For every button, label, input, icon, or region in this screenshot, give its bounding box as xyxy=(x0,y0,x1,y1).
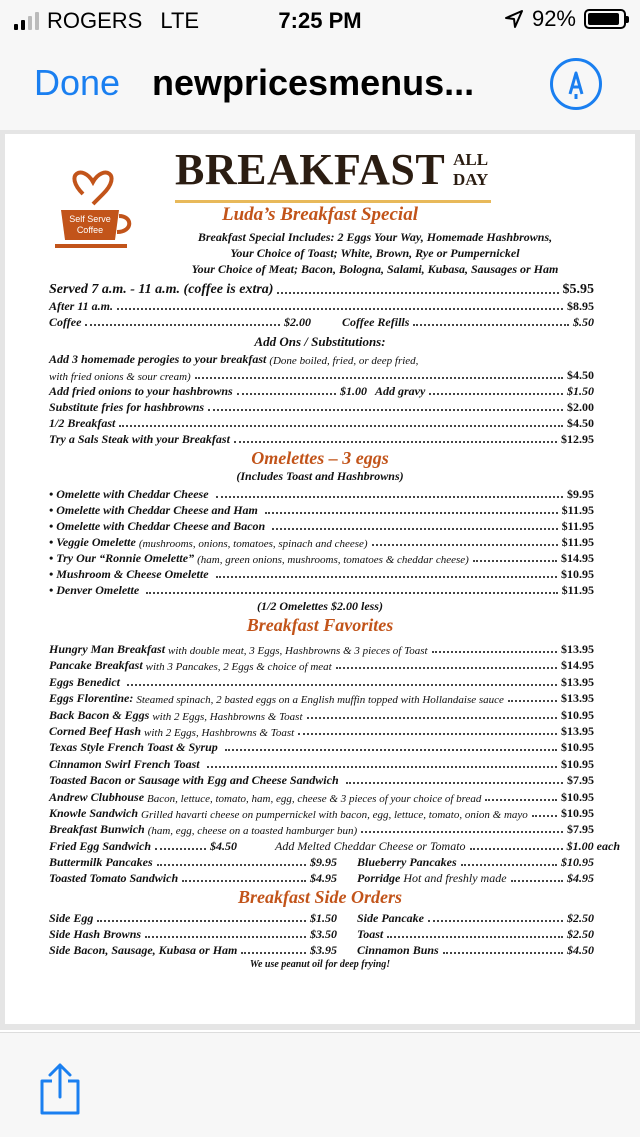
favorites-desc: Bacon, lettuce, tomato, ham, egg, cheese & 3 pieces of your choice of bread xyxy=(147,792,482,805)
side-label: Toast xyxy=(357,927,384,941)
markup-button[interactable] xyxy=(550,58,602,110)
favorites-label: Andrew Clubhouse xyxy=(49,789,145,804)
menu-title-side-1: ALL xyxy=(453,150,489,169)
favorites-label: Cinnamon Swirl French Toast xyxy=(49,756,200,771)
omelettes-desc: (mushrooms, onions, tomatoes, spinach and cheese) xyxy=(138,538,368,550)
favorites-desc: with 3 Pancakes, 2 Eggs & choice of meat xyxy=(145,661,332,674)
favorites-desc: with 2 Eggs, Hashbrowns & Toast xyxy=(144,727,295,739)
menu-line-served xyxy=(49,282,594,298)
menu-line-coffee xyxy=(49,314,594,330)
favorites-title: Breakfast Favorites xyxy=(246,615,394,635)
favorites-desc: with 2 Eggs, Hashbrowns & Toast xyxy=(152,710,303,723)
addon-onions xyxy=(49,383,594,399)
omelettes-price: $11.95 xyxy=(561,503,594,517)
addon-price: $2.00 xyxy=(567,400,594,414)
favorites-row xyxy=(49,821,594,837)
blueberry-price: $10.95 xyxy=(561,855,594,869)
favorites-desc: Grilled havarti cheese on pumpernickel with bacon, egg, lettuce, tomato, onion & mayo xyxy=(141,809,528,821)
addon-price: $1.50 xyxy=(567,384,594,398)
side-row xyxy=(49,926,594,942)
side-price: $3.95 xyxy=(310,943,337,957)
addon-price: $4.50 xyxy=(567,416,594,430)
special-desc-1: Breakfast Special Includes: 2 Eggs Your Way, Homemade Hashbrowns, xyxy=(197,230,553,244)
footnote: We use peanut oil for deep frying! xyxy=(249,959,391,970)
favorites-price: $14.95 xyxy=(561,658,594,673)
favorites-desc: Steamed spinach, 2 basted eggs on a English muffin topped with Hollandaise sauce xyxy=(136,694,504,707)
omelettes-row xyxy=(49,582,594,598)
favorites-row xyxy=(49,641,594,657)
omelettes-row xyxy=(49,550,594,566)
favorites-price: $10.95 xyxy=(561,806,594,820)
cheddar-label: Add Melted Cheddar Cheese or Tomato xyxy=(275,839,466,853)
served-label: Served 7 a.m. - 11 a.m. (coffee is extra) xyxy=(49,282,274,297)
addon-desc: (Done boiled, fried, or deep fried, xyxy=(269,355,419,367)
logo-text-2: Coffee xyxy=(76,225,104,235)
battery-percent: 92% xyxy=(531,6,576,31)
markup-pen-icon xyxy=(553,61,599,107)
blueberry-label: Blueberry Pancakes xyxy=(357,855,457,869)
omelettes-label: • Omelette with Cheddar Cheese and Bacon xyxy=(49,519,266,533)
menu-title-side-2: DAY xyxy=(453,170,489,189)
omelettes-label: • Omelette with Cheddar Cheese xyxy=(49,487,209,501)
side-label: Side Hash Browns xyxy=(49,927,142,941)
menu-title: BREAKFAST xyxy=(175,145,446,194)
document-page xyxy=(5,134,635,1024)
favorites-label: Texas Style French Toast & Syrup xyxy=(49,740,218,755)
favorites-price: $13.95 xyxy=(561,674,594,689)
favorites-label: Toasted Bacon or Sausage with Egg and Cheese Sandwich xyxy=(49,773,339,788)
location-arrow-icon xyxy=(504,9,524,29)
addon-desc-2: with fried onions & sour cream) xyxy=(49,371,191,383)
side-label: Cinnamon Buns xyxy=(357,943,439,957)
tomato-label: Toasted Tomato Sandwich xyxy=(49,871,179,885)
side-label: Side Pancake xyxy=(357,911,424,925)
network-label: LTE xyxy=(160,8,200,33)
status-right xyxy=(504,6,626,32)
addon-perogies-cont xyxy=(49,367,594,383)
omelettes-price: $11.95 xyxy=(561,519,594,533)
addon-steak xyxy=(49,431,594,447)
omelettes-price: $11.95 xyxy=(561,583,594,597)
side-label: Side Bacon, Sausage, Kubasa or Ham xyxy=(49,943,238,957)
omelettes-price: $10.95 xyxy=(561,567,594,581)
buttermilk-price: $9.95 xyxy=(310,855,337,869)
side-price: $2.50 xyxy=(567,911,594,925)
status-bar xyxy=(0,0,640,40)
addon-price: $12.95 xyxy=(561,432,594,446)
omelettes-row xyxy=(49,518,594,534)
omelettes-label: • Denver Omelette xyxy=(49,583,140,597)
menu-line-pancakes xyxy=(49,854,594,870)
favorites-price: $10.95 xyxy=(561,707,594,722)
side-price: $1.50 xyxy=(310,911,337,925)
porridge-label: Porridge xyxy=(357,871,401,885)
favorites-desc: (ham, egg, cheese on a toasted hamburger bun) xyxy=(147,825,358,838)
special-desc-3: Your Choice of Meat; Bacon, Bologna, Salami, Kubasa, Sausages or Ham xyxy=(191,262,559,276)
battery-fill xyxy=(588,13,619,25)
addon-perogies xyxy=(49,351,594,367)
coffee-price: $2.00 xyxy=(284,315,311,329)
side-row xyxy=(49,910,594,926)
title-underline xyxy=(175,200,491,203)
favorites-row xyxy=(49,739,594,755)
favorites-price: $10.95 xyxy=(561,756,594,771)
omelettes-price: $9.95 xyxy=(567,487,594,501)
omelettes-note: (1/2 Omelettes $2.00 less) xyxy=(257,599,383,613)
omelettes-price: $11.95 xyxy=(561,535,594,549)
side-price: $2.50 xyxy=(567,927,594,941)
omelettes-label: • Try Our “Ronnie Omelette” xyxy=(49,551,195,565)
fried-egg-label: Fried Egg Sandwich xyxy=(49,839,152,853)
served-price: $5.95 xyxy=(562,282,594,297)
porridge-desc: Hot and freshly made xyxy=(403,871,507,885)
omelettes-price: $14.95 xyxy=(561,551,594,565)
favorites-row xyxy=(49,805,594,821)
after-price: $8.95 xyxy=(567,299,594,313)
addon-price: $1.00 xyxy=(340,384,367,398)
menu-line-after xyxy=(49,298,594,314)
favorites-price: $7.95 xyxy=(567,822,594,837)
coffee-label: Coffee xyxy=(49,315,82,329)
favorites-label: Corned Beef Hash xyxy=(49,724,142,738)
addon-label: Try a Sals Steak with your Breakfast xyxy=(49,432,230,446)
refills-price: $.50 xyxy=(573,315,594,329)
fried-egg-price: $4.50 xyxy=(210,839,237,853)
addons-title: Add Ons / Substitutions: xyxy=(254,334,386,349)
document-viewer[interactable] xyxy=(0,130,640,1030)
status-time: 7:25 PM xyxy=(278,8,362,33)
favorites-row xyxy=(49,690,594,706)
special-desc-2: Your Choice of Toast; White, Brown, Rye or Pumpernickel xyxy=(230,246,520,260)
omelettes-row xyxy=(49,502,594,518)
favorites-label: Knowle Sandwich xyxy=(49,806,139,820)
side-label: Side Egg xyxy=(49,911,94,925)
favorites-row xyxy=(49,674,594,690)
addon-label: Substitute fries for hashbrowns xyxy=(49,400,205,414)
addon-half xyxy=(49,415,594,431)
favorites-price: $10.95 xyxy=(561,789,594,804)
document-title: newpricesmenus... xyxy=(152,62,475,103)
favorites-row xyxy=(49,789,594,805)
menu-title-side xyxy=(453,150,488,190)
addon-label: Add gravy xyxy=(375,384,426,398)
omelettes-title: Omelettes – 3 eggs xyxy=(251,448,389,468)
porridge-price: $4.95 xyxy=(567,871,594,885)
favorites-row xyxy=(49,707,594,723)
omelettes-desc: (ham, green onions, mushrooms, tomatoes & cheddar cheese) xyxy=(197,554,469,566)
favorites-desc: with double meat, 3 Eggs, Hashbrowns & 3 pieces of Toast xyxy=(168,645,428,657)
omelettes-row xyxy=(49,486,594,502)
favorites-label: Back Bacon & Eggs xyxy=(49,707,150,722)
addon-label: Add 3 homemade perogies to your breakfast xyxy=(49,352,267,366)
addon-price: $4.50 xyxy=(567,368,594,382)
favorites-label: Pancake Breakfast xyxy=(49,658,143,673)
side-row xyxy=(49,942,594,958)
favorites-row xyxy=(49,772,594,788)
buttermilk-label: Buttermilk Pancakes xyxy=(49,855,153,869)
after-label: After 11 a.m. xyxy=(49,299,114,313)
cheddar-price: $1.00 each xyxy=(566,839,620,853)
nav-bar xyxy=(0,40,640,131)
side-price: $4.50 xyxy=(567,943,594,957)
breakfast-menu xyxy=(5,134,635,979)
sides-title: Breakfast Side Orders xyxy=(237,887,402,907)
menu-line-fried-egg xyxy=(49,838,620,854)
omelettes-sub: (Includes Toast and Hashbrowns) xyxy=(236,469,404,483)
favorites-price: $10.95 xyxy=(561,740,594,755)
special-title: Luda’s Breakfast Special xyxy=(222,204,418,225)
omelettes-label: • Veggie Omelette xyxy=(49,535,136,549)
omelettes-label: • Omelette with Cheddar Cheese and Ham xyxy=(49,503,258,517)
favorites-label: Eggs Benedict xyxy=(49,674,120,689)
addon-fries xyxy=(49,399,594,415)
refills-label: Coffee Refills xyxy=(342,315,410,329)
addon-label: Add fried onions to your hashbrowns xyxy=(49,384,233,398)
favorites-label: Eggs Florentine: xyxy=(49,691,134,706)
tomato-price: $4.95 xyxy=(310,871,337,885)
addon-label: 1/2 Breakfast xyxy=(49,416,116,430)
favorites-row xyxy=(49,756,594,772)
done-button[interactable]: Done xyxy=(34,62,121,103)
logo-text-1: Self Serve xyxy=(69,214,111,224)
favorites-price: $7.95 xyxy=(567,773,594,788)
omelettes-label: • Mushroom & Cheese Omelette xyxy=(49,567,209,581)
bottom-toolbar xyxy=(0,1032,640,1137)
favorites-price: $13.95 xyxy=(561,691,594,706)
favorites-label: Breakfast Bunwich xyxy=(49,822,145,837)
omelettes-row xyxy=(49,566,594,582)
share-icon[interactable] xyxy=(36,1061,84,1117)
favorites-row xyxy=(49,657,594,673)
battery-icon xyxy=(584,9,626,29)
favorites-price: $13.95 xyxy=(561,724,594,738)
favorites-row xyxy=(49,723,594,739)
omelettes-row xyxy=(49,534,594,550)
favorites-price: $13.95 xyxy=(561,642,594,656)
favorites-label: Hungry Man Breakfast xyxy=(49,642,166,656)
carrier-label: ROGERS xyxy=(47,8,143,33)
menu-line-tomato xyxy=(49,870,594,886)
side-price: $3.50 xyxy=(310,927,337,941)
